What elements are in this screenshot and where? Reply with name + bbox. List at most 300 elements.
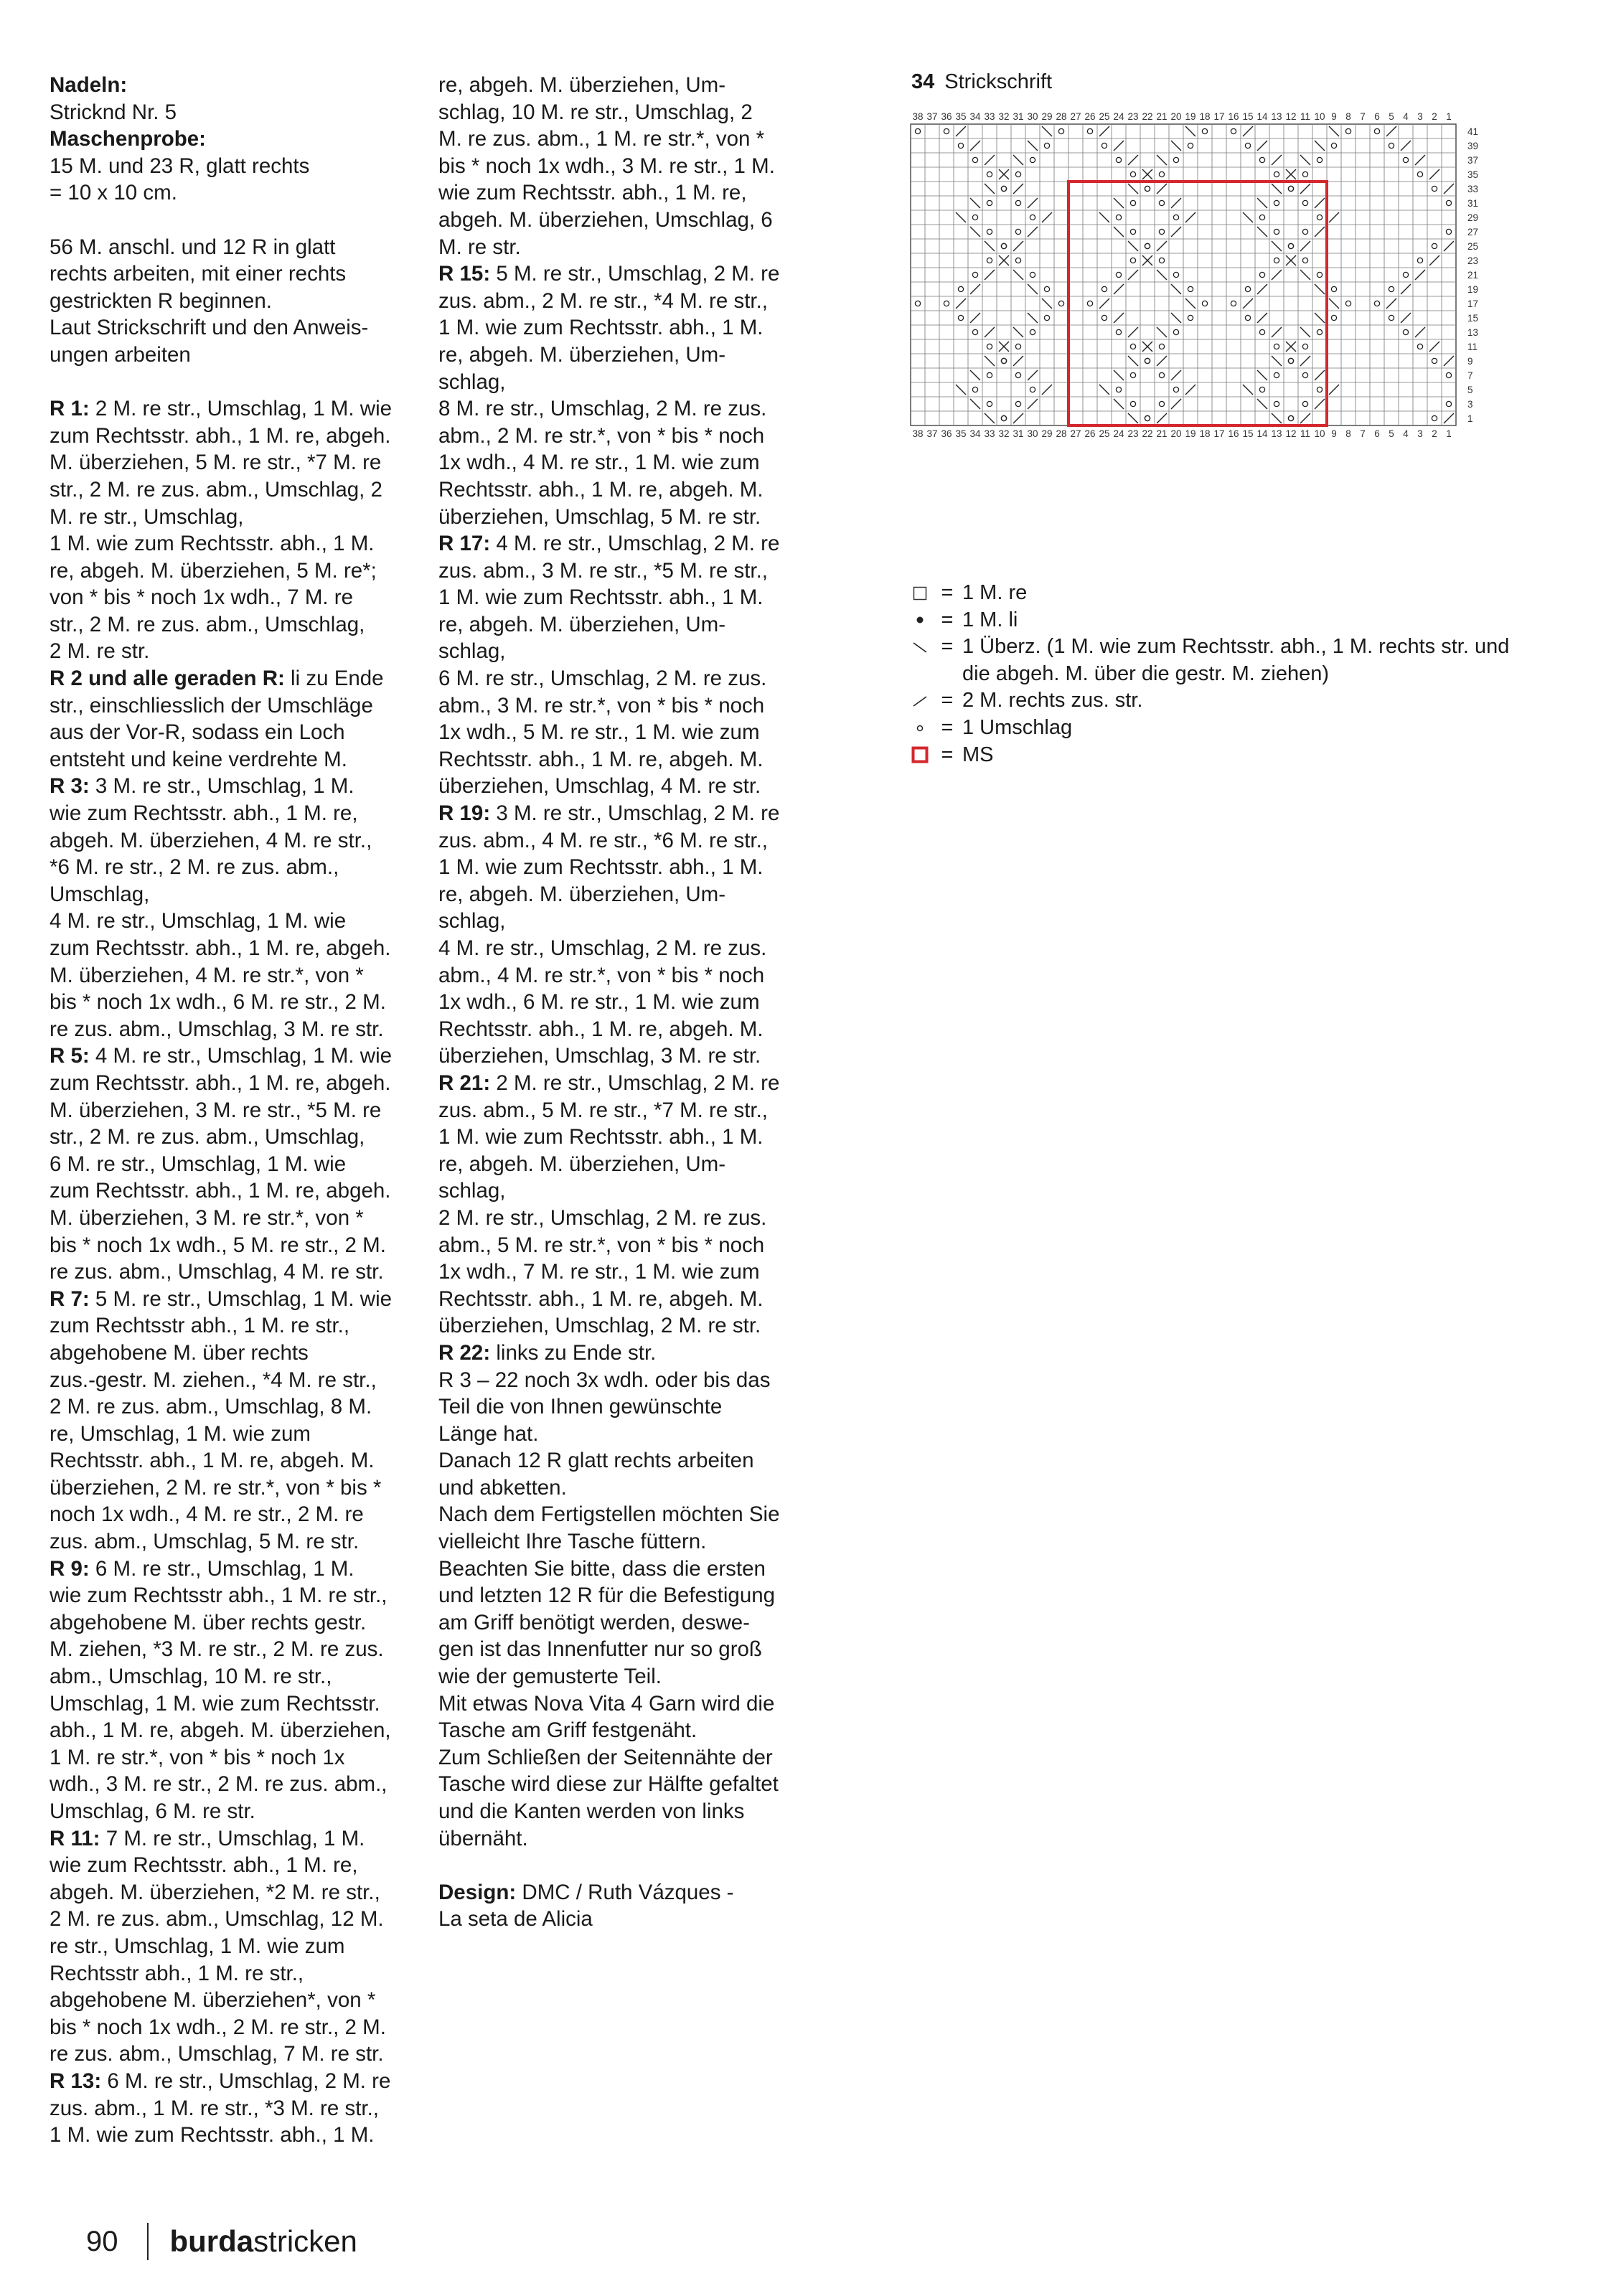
chart-column-label: 25 <box>1099 111 1110 122</box>
text-line <box>438 1528 812 1556</box>
legend-row <box>908 607 1529 634</box>
chart-column-label: 37 <box>926 111 938 122</box>
text-line <box>50 773 415 800</box>
line-text: re, abgeh. M. überziehen, 5 M. re*; <box>50 558 377 583</box>
text-line <box>438 342 812 369</box>
line-text: re, abgeh. M. überziehen, Um- <box>438 612 726 636</box>
line-text: zus. abm., Umschlag, 5 M. re str. <box>50 1530 360 1554</box>
line-heading: Maschenprobe: <box>50 127 207 151</box>
text-line <box>50 395 415 423</box>
chart-column-label: 15 <box>1242 111 1254 122</box>
text-line <box>438 1636 812 1663</box>
line-text: Stricknd Nr. 5 <box>50 100 177 124</box>
chart-row-label: 21 <box>1467 270 1479 281</box>
chart-column-label: 22 <box>1142 428 1153 439</box>
text-line <box>438 989 812 1016</box>
line-text: 1 M. wie zum Rechtsstr. abh., 1 M. <box>438 585 764 610</box>
line-text: bis * noch 1x wdh., 5 M. re str., 2 M. <box>50 1233 386 1257</box>
text-line <box>50 935 415 962</box>
chart-column-label: 24 <box>1113 111 1124 122</box>
text-line <box>50 1636 415 1663</box>
line-text: 4 M. re str., Umschlag, 1 M. wie <box>50 909 347 933</box>
chart-column-label: 32 <box>998 428 1010 439</box>
text-line <box>50 665 415 692</box>
text-line <box>50 153 415 180</box>
legend-text: 1 Umschlag <box>962 715 1073 739</box>
line-heading: Nadeln: <box>50 73 128 97</box>
text-line <box>438 665 812 692</box>
chart-column-label: 33 <box>984 428 995 439</box>
legend-text: die abgeh. M. über die gestr. M. ziehen) <box>962 662 1330 685</box>
line-text: 6 M. re str., Umschlag, 1 M. wie <box>50 1152 347 1176</box>
text-line <box>50 692 415 720</box>
line-text: abgeh. M. überziehen, Umschlag, 6 <box>438 207 773 232</box>
chart-column-label: 3 <box>1417 111 1423 122</box>
chart-column-label: 1 <box>1446 111 1452 122</box>
line-heading: R 11: <box>50 1826 100 1850</box>
line-text: und abketten. <box>438 1475 567 1500</box>
text-line <box>438 1447 812 1474</box>
line-text: Nach dem Fertigstellen möchten Sie <box>438 1502 780 1527</box>
text-line <box>50 1690 415 1718</box>
line-text: Rechtsstr. abh., 1 M. re, abgeh. M. <box>438 477 764 502</box>
line-text: 6 M. re str., Umschlag, 2 M. re zus. <box>438 667 767 691</box>
line-text: re zus. abm., Umschlag, 3 M. re str. <box>50 1017 384 1041</box>
small-circle-icon <box>908 715 932 742</box>
text-line <box>50 449 415 476</box>
knitting-chart <box>906 103 1480 447</box>
line-text: zus. abm., 2 M. re str., *4 M. re str., <box>438 288 769 313</box>
text-line <box>438 1717 812 1744</box>
text-line <box>438 827 812 855</box>
legend-row <box>908 661 1529 688</box>
line-text: Rechtsstr. abh., 1 M. re, abgeh. M. <box>438 747 764 771</box>
chart-column-label: 35 <box>955 428 967 439</box>
line-text: Länge hat. <box>438 1421 539 1446</box>
line-heading: R 7: <box>50 1286 90 1311</box>
text-line <box>50 504 415 531</box>
line-text: zum Rechtsstr. abh., 1 M. re, abgeh. <box>50 936 391 960</box>
text-line <box>438 1016 812 1043</box>
line-text: zum Rechtsstr. abh., 1 M. re, abgeh. <box>50 1071 391 1095</box>
chart-column-label: 13 <box>1271 111 1282 122</box>
text-line <box>50 342 415 369</box>
text-line <box>50 908 415 935</box>
text-line <box>50 1987 415 2014</box>
text-line <box>50 1205 415 1232</box>
brand-light: stricken <box>253 2224 357 2258</box>
line-text: wie zum Rechtsstr. abh., 1 M. re, <box>438 181 747 205</box>
chart-legend <box>908 580 1529 768</box>
slash-icon <box>908 687 932 715</box>
chart-row-label: 27 <box>1467 227 1479 237</box>
legend-row <box>908 742 1529 769</box>
line-heading: Design: <box>438 1880 517 1904</box>
chart-column-label: 28 <box>1056 428 1067 439</box>
chart-column-label: 18 <box>1199 111 1211 122</box>
chart-column-label: 8 <box>1345 111 1351 122</box>
text-line <box>438 1340 812 1367</box>
line-text: und letzten 12 R für die Befestigung <box>438 1584 776 1608</box>
line-text: M. überziehen, 3 M. re str.*, von * <box>50 1205 364 1230</box>
text-line <box>50 611 415 639</box>
chart-column-label: 7 <box>1360 111 1366 122</box>
line-text: 1 M. wie zum Rechtsstr. abh., 1 M. <box>438 1125 764 1149</box>
legend-text: 1 Überz. (1 M. wie zum Rechtsstr. abh., 1 M. rechts str. und <box>962 635 1510 659</box>
chart-number: 34 <box>911 70 935 93</box>
chart-column-label: 15 <box>1242 428 1254 439</box>
text-line <box>50 476 415 504</box>
text-line <box>50 1421 415 1448</box>
legend-equals: = <box>941 635 954 659</box>
chart-title <box>911 70 1052 94</box>
line-text: abgehobene M. über rechts gestr. <box>50 1610 367 1634</box>
chart-column-label: 12 <box>1285 111 1297 122</box>
chart-column-label: 1 <box>1446 428 1452 439</box>
line-text: 6 M. re str., Umschlag, 1 M. <box>89 1556 354 1581</box>
line-text: Rechtsstr abh., 1 M. re str., <box>50 1961 304 1985</box>
line-text: entsteht und keine verdrehte M. <box>50 747 347 771</box>
text-line <box>438 1070 812 1097</box>
line-text: M. re str. <box>438 235 521 259</box>
line-text: 1x wdh., 6 M. re str., 1 M. wie zum <box>438 990 760 1015</box>
chart-column-label: 38 <box>912 111 924 122</box>
line-text: zus. abm., 4 M. re str., *6 M. re str., <box>438 828 769 852</box>
chart-column-label: 4 <box>1403 111 1409 122</box>
text-line <box>50 1367 415 1394</box>
line-heading: R 21: <box>438 1071 491 1095</box>
text-line <box>438 1663 812 1690</box>
instructions-column-right <box>438 72 812 1933</box>
text-line <box>438 207 812 234</box>
line-text: überziehen, Umschlag, 5 M. re str. <box>438 504 761 529</box>
text-line <box>438 1609 812 1637</box>
chart-column-label: 7 <box>1360 428 1366 439</box>
line-text: Umschlag, 6 M. re str. <box>50 1799 255 1823</box>
text-line <box>438 1501 812 1528</box>
text-line <box>438 557 812 585</box>
chart-column-label: 5 <box>1389 111 1394 122</box>
text-line <box>438 1879 812 1906</box>
legend-text: 1 M. re <box>962 581 1028 604</box>
chart-row-label: 23 <box>1467 255 1479 266</box>
line-text: abh., 1 M. re, abgeh. M. überziehen, <box>50 1718 391 1743</box>
line-text: 1x wdh., 4 M. re str., 1 M. wie zum <box>438 451 760 475</box>
line-heading: R 17: <box>438 532 491 556</box>
line-text: links zu Ende str. <box>490 1340 657 1365</box>
line-text: überziehen, Umschlag, 4 M. re str. <box>438 774 761 799</box>
text-line <box>438 1232 812 1259</box>
line-text: 1 M. wie zum Rechtsstr. abh., 1 M. <box>438 855 764 880</box>
chart-column-label: 28 <box>1056 111 1067 122</box>
text-line <box>50 1016 415 1043</box>
line-text: 4 M. re str., Umschlag, 2 M. re <box>490 532 780 556</box>
chart-row-label: 3 <box>1467 399 1473 410</box>
text-line <box>438 773 812 800</box>
chart-column-label: 17 <box>1213 111 1225 122</box>
line-text: gen ist das Innenfutter nur so groß <box>438 1637 762 1662</box>
text-line <box>50 260 415 288</box>
text-line <box>50 2014 415 2041</box>
line-text: re str., Umschlag, 1 M. wie zum <box>50 1934 345 1958</box>
line-text: 2 M. re str., Umschlag, 1 M. wie <box>89 397 393 421</box>
line-text: 8 M. re str., Umschlag, 2 M. re zus. <box>438 397 767 421</box>
text-line <box>438 1258 812 1286</box>
text-line <box>438 1771 812 1798</box>
chart-column-label: 31 <box>1013 428 1024 439</box>
red-square-icon <box>908 742 932 769</box>
chart-row-label: 17 <box>1467 298 1479 309</box>
legend-equals: = <box>941 581 954 604</box>
line-text: Teil die von Ihnen gewünschte <box>438 1395 723 1419</box>
text-line <box>438 1744 812 1772</box>
text-line <box>50 179 415 207</box>
chart-column-label: 19 <box>1185 428 1196 439</box>
line-text: Rechtsstr. abh., 1 M. re, abgeh. M. <box>50 1449 375 1473</box>
line-text: überziehen, Umschlag, 2 M. re str. <box>438 1314 761 1338</box>
line-text: 15 M. und 23 R, glatt rechts <box>50 154 310 178</box>
text-line <box>438 449 812 476</box>
text-line <box>50 1933 415 1960</box>
legend-equals: = <box>941 689 954 712</box>
line-text: 6 M. re str., Umschlag, 2 M. re <box>101 2069 391 2093</box>
text-line <box>438 1312 812 1340</box>
text-line <box>50 1744 415 1772</box>
text-line <box>438 1690 812 1718</box>
line-text: = 10 x 10 cm. <box>50 181 177 205</box>
line-text: Rechtsstr. abh., 1 M. re, abgeh. M. <box>438 1017 764 1041</box>
line-text: 1x wdh., 7 M. re str., 1 M. wie zum <box>438 1260 760 1284</box>
text-line <box>50 1097 415 1124</box>
chart-row-label: 13 <box>1467 327 1479 338</box>
text-line <box>50 1609 415 1637</box>
chart-column-label: 38 <box>912 428 924 439</box>
text-line <box>438 1205 812 1232</box>
text-line <box>50 423 415 450</box>
chart-column-label: 3 <box>1417 428 1423 439</box>
line-text: li zu Ende <box>284 667 384 691</box>
text-line <box>50 207 415 234</box>
text-line <box>50 1825 415 1853</box>
line-text: abgehobene M. überziehen*, von * <box>50 1988 376 2013</box>
line-text: Mit etwas Nova Vita 4 Garn wird die <box>438 1691 775 1716</box>
text-line <box>438 72 812 99</box>
line-text: abgeh. M. überziehen, *2 M. re str., <box>50 1880 380 1904</box>
text-line <box>50 989 415 1016</box>
chart-row-label: 7 <box>1467 370 1473 381</box>
chart-column-label: 30 <box>1027 428 1038 439</box>
text-line <box>438 1393 812 1421</box>
chart-column-label: 11 <box>1300 428 1311 439</box>
line-text: 2 M. re str., Umschlag, 2 M. re <box>490 1071 780 1095</box>
chart-column-label: 6 <box>1374 428 1380 439</box>
line-text: re, abgeh. M. überziehen, Um- <box>438 882 726 906</box>
legend-text: MS <box>962 743 994 766</box>
text-line <box>438 1582 812 1609</box>
text-line <box>438 1906 812 1933</box>
line-text: str., einschliesslich der Umschläge <box>50 693 373 718</box>
line-text: überziehen, Umschlag, 3 M. re str. <box>438 1044 761 1068</box>
brand-bold: burda <box>169 2224 254 2258</box>
chart-row-label: 31 <box>1467 198 1479 209</box>
text-line <box>50 288 415 315</box>
text-line <box>438 476 812 504</box>
line-text: 7 M. re str., Umschlag, 1 M. <box>100 1826 365 1850</box>
line-text: 3 M. re str., Umschlag, 1 M. <box>89 774 354 799</box>
text-line <box>438 1367 812 1394</box>
line-text: *6 M. re str., 2 M. re zus. abm., <box>50 855 339 880</box>
text-line <box>50 854 415 881</box>
text-line <box>50 1393 415 1421</box>
line-text: zus. abm., 3 M. re str., *5 M. re str., <box>438 558 769 583</box>
line-text: bis * noch 1x wdh., 2 M. re str., 2 M. <box>50 2015 386 2039</box>
line-text: schlag, 10 M. re str., Umschlag, 2 <box>438 100 753 124</box>
chart-column-label: 21 <box>1156 428 1168 439</box>
text-line <box>50 827 415 855</box>
line-text: 5 M. re str., Umschlag, 2 M. re <box>490 262 780 286</box>
text-line <box>50 1043 415 1070</box>
text-line <box>438 935 812 962</box>
chart-column-label: 30 <box>1027 111 1038 122</box>
chart-column-label: 21 <box>1156 111 1168 122</box>
line-text: 4 M. re str., Umschlag, 2 M. re zus. <box>438 936 767 960</box>
text-line <box>50 800 415 827</box>
line-text: Tasche wird diese zur Hälfte gefaltet <box>438 1772 779 1797</box>
text-line <box>50 126 415 153</box>
chart-column-label: 29 <box>1041 428 1053 439</box>
text-line <box>50 99 415 126</box>
text-line <box>438 719 812 746</box>
chart-column-label: 11 <box>1300 111 1311 122</box>
text-line <box>438 1798 812 1825</box>
text-line <box>50 584 415 611</box>
legend-equals: = <box>941 608 954 631</box>
text-line <box>438 1097 812 1124</box>
line-text: schlag, <box>438 370 506 394</box>
text-line <box>50 962 415 989</box>
chart-column-label: 29 <box>1041 111 1053 122</box>
line-text: M. re zus. abm., 1 M. re str.*, von * <box>438 127 765 151</box>
text-line <box>50 1798 415 1825</box>
line-text: Rechtsstr. abh., 1 M. re, abgeh. M. <box>438 1286 764 1311</box>
text-line <box>50 1177 415 1205</box>
line-text: wdh., 3 M. re str., 2 M. re zus. abm., <box>50 1772 387 1797</box>
text-line <box>50 1717 415 1744</box>
chart-column-label: 32 <box>998 111 1010 122</box>
chart-title-text: Strickschrift <box>944 70 1053 93</box>
line-text: überziehen, 2 M. re str.*, von * bis * <box>50 1475 382 1500</box>
line-text: wie zum Rechtsstr abh., 1 M. re str., <box>50 1584 387 1608</box>
line-text: zus. abm., 5 M. re str., *7 M. re str., <box>438 1098 769 1122</box>
text-line <box>50 881 415 908</box>
line-text: Laut Strickschrift und den Anweis- <box>50 316 369 340</box>
legend-row <box>908 715 1529 742</box>
chart-column-label: 35 <box>955 111 967 122</box>
page-footer <box>86 2223 357 2260</box>
line-text: 1x wdh., 5 M. re str., 1 M. wie zum <box>438 720 760 745</box>
line-text: re, abgeh. M. überziehen, Um- <box>438 73 726 97</box>
text-line <box>438 746 812 773</box>
chart-column-label: 34 <box>969 111 981 122</box>
footer-divider <box>147 2223 149 2260</box>
text-line <box>438 126 812 153</box>
chart-column-label: 14 <box>1256 111 1268 122</box>
chart-column-label: 9 <box>1331 428 1337 439</box>
line-text: Danach 12 R glatt rechts arbeiten <box>438 1449 754 1473</box>
line-text: re, Umschlag, 1 M. wie zum <box>50 1421 311 1446</box>
text-line <box>50 1312 415 1340</box>
line-text: übernäht. <box>438 1826 528 1850</box>
line-text: abm., 5 M. re str.*, von * bis * noch <box>438 1233 765 1257</box>
line-heading: R 1: <box>50 397 90 421</box>
line-text: Umschlag, 1 M. wie zum Rechtsstr. <box>50 1691 380 1716</box>
line-text: M. re str., Umschlag, <box>50 504 244 529</box>
chart-column-label: 2 <box>1432 428 1437 439</box>
line-text: M. überziehen, 3 M. re str., *5 M. re <box>50 1098 382 1122</box>
line-text: von * bis * noch 1x wdh., 7 M. re <box>50 585 354 610</box>
line-text: 1 M. wie zum Rechtsstr. abh., 1 M. <box>50 2123 375 2147</box>
line-text: wie zum Rechtsstr. abh., 1 M. re, <box>50 1853 358 1878</box>
line-text: rechts arbeiten, mit einer rechts <box>50 262 347 286</box>
text-line <box>50 369 415 396</box>
line-text: wie der gemusterte Teil. <box>438 1665 662 1689</box>
text-line <box>438 179 812 207</box>
chart-column-label: 16 <box>1228 111 1239 122</box>
chart-column-label: 13 <box>1271 428 1282 439</box>
text-line <box>438 153 812 180</box>
text-line <box>50 1501 415 1528</box>
chart-column-label: 16 <box>1228 428 1239 439</box>
text-line <box>50 2041 415 2068</box>
text-line <box>438 1474 812 1502</box>
text-line <box>50 719 415 746</box>
line-text: 2 M. re str., Umschlag, 2 M. re zus. <box>438 1205 767 1230</box>
line-heading: R 13: <box>50 2069 102 2093</box>
text-line <box>438 260 812 288</box>
text-line <box>50 557 415 585</box>
line-text: str., 2 M. re zus. abm., Umschlag, <box>50 1125 365 1149</box>
chart-column-label: 36 <box>941 428 952 439</box>
line-text: La seta de Alicia <box>438 1907 593 1932</box>
line-text: wie zum Rechtsstr. abh., 1 M. re, <box>50 801 358 826</box>
line-text: Zum Schließen der Seitennähte der <box>438 1745 773 1769</box>
text-line <box>438 584 812 611</box>
text-line <box>50 1663 415 1690</box>
text-line <box>50 1879 415 1906</box>
text-line <box>50 314 415 342</box>
line-text: 1 M. wie zum Rechtsstr. abh., 1 M. <box>438 316 764 340</box>
chart-row-label: 39 <box>1467 141 1479 151</box>
line-text: schlag, <box>438 1179 506 1203</box>
text-line <box>50 638 415 665</box>
line-heading: R 15: <box>438 262 491 286</box>
legend-text: 2 M. rechts zus. str. <box>962 689 1143 712</box>
legend-row <box>908 634 1529 661</box>
text-line <box>50 1528 415 1556</box>
text-line <box>438 1852 812 1879</box>
chart-column-label: 14 <box>1256 428 1268 439</box>
text-line <box>50 2122 415 2149</box>
line-text: 5 M. re str., Umschlag, 1 M. wie <box>89 1286 393 1311</box>
text-line <box>50 1474 415 1502</box>
text-line <box>50 72 415 99</box>
text-line <box>438 1151 812 1178</box>
line-text: str., 2 M. re zus. abm., Umschlag, 2 <box>50 477 382 502</box>
chart-column-label: 34 <box>969 428 981 439</box>
text-line <box>438 962 812 989</box>
line-heading: R 9: <box>50 1556 90 1581</box>
text-line <box>438 881 812 908</box>
